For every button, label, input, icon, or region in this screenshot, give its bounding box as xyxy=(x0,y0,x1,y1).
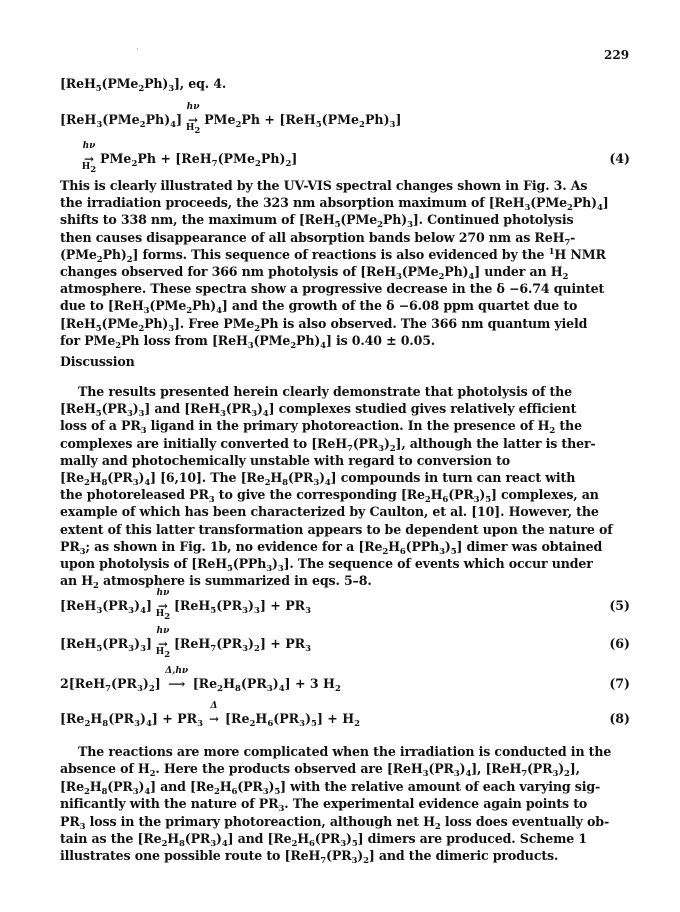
paragraph-line: example of which has been characterized by Caulton, et al. [10]. However, the xyxy=(60,504,599,520)
paragraph-line: The results presented herein clearly demonstrate that photolysis of the xyxy=(78,384,573,399)
eq4-line2-right: $PMe_2Ph + [ReH_7(PMe_2Ph)_2]$ xyxy=(100,151,298,169)
paragraph-line: an $H_2$ atmosphere is summarized in eqs. 5–8. xyxy=(60,573,372,592)
paragraph-line: extent of this latter transformation appears to be dependent upon the nature of xyxy=(60,521,613,537)
paragraph-line: due to $[ReH_3(PMe_2Ph)_4]$ and the growth of the δ −6.08 ppm quartet due to xyxy=(60,298,578,317)
eq6-arrow: hν → $H_2$ xyxy=(155,626,171,660)
paragraph-line: $[ReH_5(PR_3)_3]$ and $[ReH_3(PR_3)_4]$ complexes studied gives relatively efficient xyxy=(60,401,577,420)
eq5-number: (5) xyxy=(609,598,630,613)
page-number: 229 xyxy=(604,48,630,62)
equation-4-line-1 xyxy=(60,102,402,136)
eq4-left: $[ReH_3(PMe_2Ph)_4]$ xyxy=(60,112,183,130)
paragraph-line: for PMe$_2$Ph loss from $[ReH_3(PMe_2Ph)_4]$ is 0.40 ± 0.05. xyxy=(60,332,436,351)
eq4-right: $PMe_2Ph + [ReH_5(PMe_2Ph)_3]$ xyxy=(204,112,402,130)
paragraph-line: upon photolysis of $[ReH_5(PPh_3)_3]$. The sequence of events which occur under xyxy=(60,556,593,574)
paragraph-line: absence of $H_2$. Here the products observed are $[ReH_3(PR_3)_4]$, $[ReH_7(PR_3)_2]$, xyxy=(60,761,580,780)
paragraph-line: mally and photochemically unstable with regard to conversion to xyxy=(60,452,511,468)
paragraph-line: The reactions are more complicated when the irradiation is conducted in the xyxy=(78,744,612,759)
equation-6: $[ReH_5(PR_3)_3]$ hν → $H_2$ $[ReH_7(PR_3)_2] + PR_3$ xyxy=(60,626,312,660)
paragraph-line: tain as the $[Re_2H_8(PR_3)_4]$ and $[Re_2H_6(PR_3)_5]$ dimers are produced. Scheme 1 xyxy=(60,831,587,849)
equation-7: $2[ReH_7(PR_3)_2]$ Δ,hν ⟶ $[Re_2H_8(PR_3)_4] + 3$ $H_2$ xyxy=(60,666,341,694)
equation-8: $[Re_2H_8(PR_3)_4] + PR_3$ Δ → $[Re_2H_6(PR_3)_5] + H_2$ xyxy=(60,701,361,729)
paragraph-line: illustrates one possible route to $[ReH_7(PR_3)_2]$ and the dimeric products. xyxy=(60,848,559,867)
eq4-arrow-1: hν → $H_2$ xyxy=(185,102,201,136)
eq7-arrow: Δ,hν ⟶ xyxy=(165,666,189,691)
eq6-number: (6) xyxy=(609,636,630,651)
paragraph-line: loss of a $PR_3$ ligand in the primary photoreaction. In the presence of $H_2$ the xyxy=(60,418,582,437)
paragraph-line: complexes are initially converted to $[ReH_7(PR_3)_2]$, although the latter is ther- xyxy=(60,435,596,454)
paragraph-line: the irradiation proceeds, the 323 nm absorption maximum of $[ReH_3(PMe_2Ph)_4]$ xyxy=(60,195,609,214)
paragraph-line: $[Re_2H_8(PR_3)_4]$ and $[Re_2H_6(PR_3)_5]$ with the relative amount of each varying sig- xyxy=(60,778,601,797)
top-reference: $[ReH_5(PMe_2Ph)_3]$, eq. 4. xyxy=(60,76,227,94)
eq8-arrow: Δ → xyxy=(209,701,220,726)
eq8-number: (8) xyxy=(609,711,630,726)
paragraph-line: shifts to 338 nm, the maximum of $[ReH_5(PMe_2Ph)_3]$. Continued photolysis xyxy=(60,212,574,231)
section-heading: Discussion xyxy=(60,354,135,369)
equation-5: $[ReH_3(PR_3)_4]$ hν → $H_2$ $[ReH_5(PR_3)_3] + PR_3$ xyxy=(60,588,312,622)
eq4-number: (4) xyxy=(609,151,630,166)
equation-4-line-2 xyxy=(78,141,298,175)
paragraph-line: $[ReH_5(PMe_2Ph)_3]$. Free PMe$_2$Ph is also observed. The 366 nm quantum yield xyxy=(60,315,588,334)
paragraph-line: the photoreleased $PR_3$ to give the corresponding $[Re_2H_6(PR_3)_5]$ complexes, an xyxy=(60,487,599,506)
paragraph-line: $PR_3$ loss in the primary photoreaction, although net $H_2$ loss does eventually ob- xyxy=(60,813,610,832)
paragraph-line: $(PMe_2Ph)_2$] forms. This sequence of reactions is also evidenced by the $^1$H NMR xyxy=(60,246,606,265)
paragraph-line: $[Re_2H_8(PR_3)_4]$ [6,10]. The $[Re_2H_8(PR_3)_4]$ compounds in turn can react with xyxy=(60,470,576,488)
eq5-arrow: hν → $H_2$ xyxy=(155,588,171,622)
paragraph-line: nificantly with the nature of $PR_3$. The experimental evidence again points to xyxy=(60,796,588,815)
eq4-arrow-2: hν → $H_2$ xyxy=(81,141,97,175)
paragraph-line: changes observed for 366 nm photolysis of $[ReH_3(PMe_2Ph)_4]$ under an $H_2$ xyxy=(60,264,569,282)
speck: · xyxy=(136,45,139,54)
paragraph-line: atmosphere. These spectra show a progressive decrease in the δ −6.74 quintet xyxy=(60,281,605,297)
eq7-number: (7) xyxy=(609,676,630,691)
paragraph-line: then causes disappearance of all absorption bands below 270 nm as ReH$_7$- xyxy=(60,229,576,248)
paragraph-line: This is clearly illustrated by the UV-VIS spectral changes shown in Fig. 3. As xyxy=(60,178,588,193)
paragraph-line: $PR_3$; as shown in Fig. 1b, no evidence for a $[Re_2H_6(PPh_3)_5]$ dimer was obtained xyxy=(60,538,603,557)
